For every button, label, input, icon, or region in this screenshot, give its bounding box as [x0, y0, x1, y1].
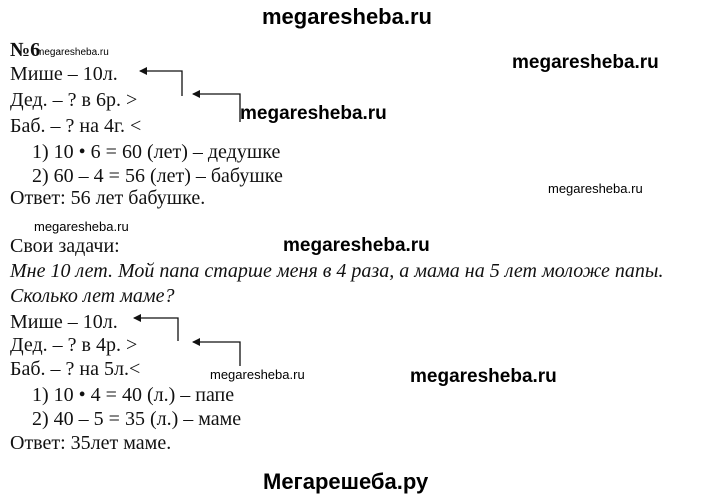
arrow-grandma-to-grandpa-2 — [193, 342, 240, 366]
own-line-misha: Мише – 10л. — [10, 311, 118, 333]
own-answer: Ответ: 35лет маме. — [10, 432, 172, 454]
watermark-center-2: megaresheba.ru — [283, 235, 430, 256]
arrow-grandma-to-grandpa — [193, 94, 240, 122]
own-line-grandpa: Дед. – ? в 4р. > — [10, 334, 138, 356]
task-answer: Ответ: 56 лет бабушке. — [10, 187, 206, 209]
own-problem-question: Сколько лет маме? — [10, 285, 175, 307]
task-line-misha: Мише – 10л. — [10, 63, 118, 85]
task-line-grandma: Баб. – ? на 4г. < — [10, 115, 142, 137]
watermark-right-1: megaresheba.ru — [512, 52, 659, 73]
watermark-small-2: megaresheba.ru — [210, 367, 305, 382]
task-line-grandpa: Дед. – ? в 6р. > — [10, 89, 138, 111]
own-step-1: 1) 10 • 4 = 40 (л.) – папе — [32, 384, 235, 406]
watermark-left-small: megaresheba.ru — [34, 219, 129, 234]
task-step-1: 1) 10 • 6 = 60 (лет) – дедушке — [32, 141, 281, 163]
own-line-grandma: Баб. – ? на 5л.< — [10, 358, 141, 380]
watermark-right-2: megaresheba.ru — [410, 366, 557, 387]
watermark-right-small: megaresheba.ru — [548, 181, 643, 196]
watermark-mid-1: megaresheba.ru — [240, 103, 387, 124]
watermark-bottom: Мегарешеба.ру — [263, 469, 429, 494]
arrow-grandpa-to-misha — [140, 71, 182, 96]
task-number: №6 — [10, 39, 41, 61]
watermark-tiny: megaresheba.ru — [36, 47, 109, 58]
own-step-2: 2) 40 – 5 = 35 (л.) – маме — [32, 408, 242, 430]
task-step-2: 2) 60 – 4 = 56 (лет) – бабушке — [32, 165, 283, 187]
own-heading: Свои задачи: — [10, 235, 120, 257]
watermark-top: megaresheba.ru — [262, 4, 432, 29]
arrow-grandpa-to-misha-2 — [134, 318, 178, 341]
own-problem-text: Мне 10 лет. Мой папа старше меня в 4 раза, а мама на 5 лет моложе папы. — [10, 260, 664, 282]
